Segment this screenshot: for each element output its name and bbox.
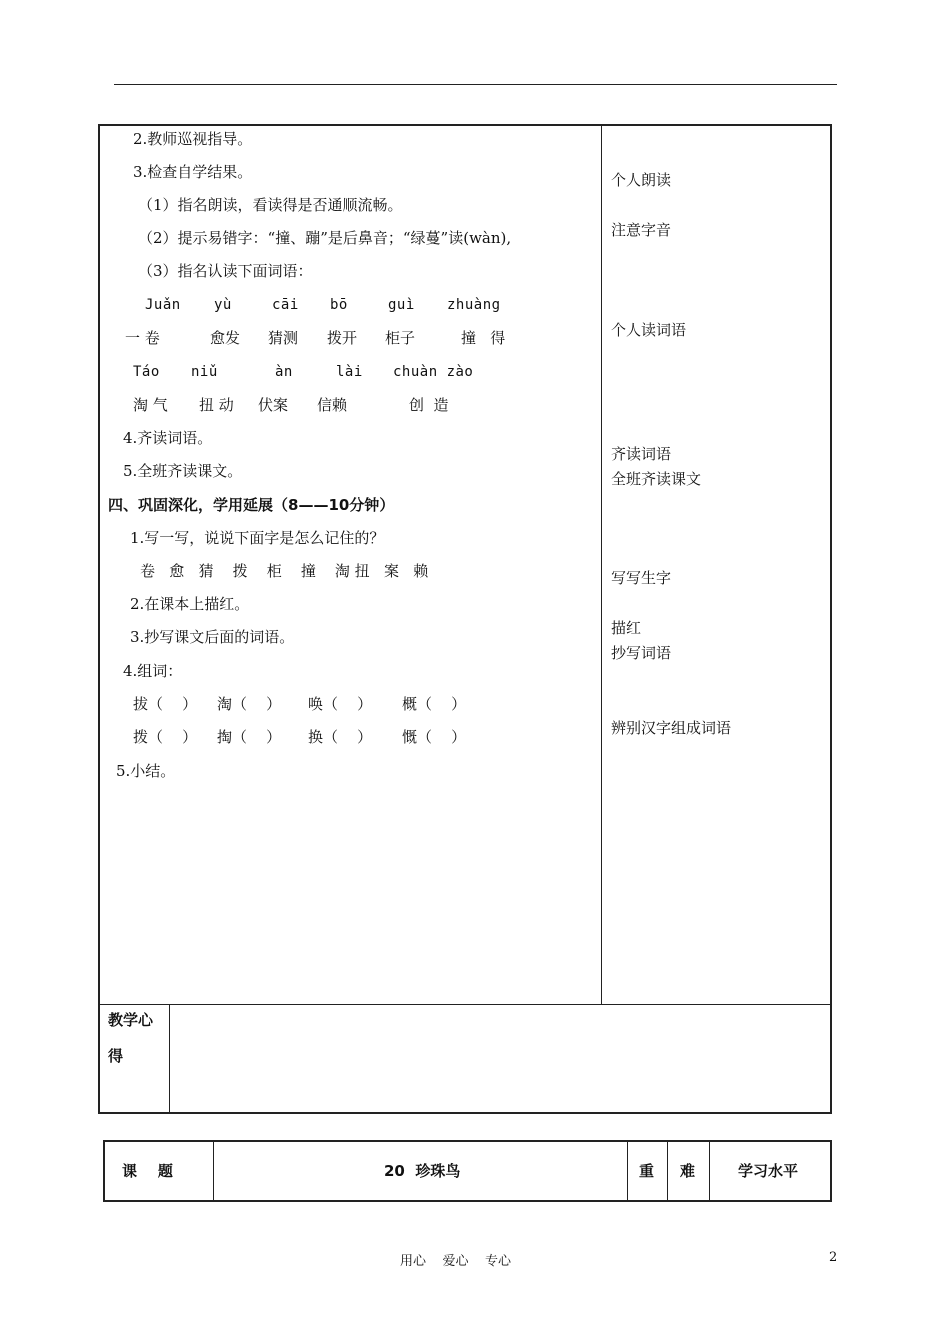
activity-note: 齐读词语 [611, 445, 672, 463]
vocab-word: 淘 气 [133, 396, 168, 414]
word-building-item: 慨（ ） [402, 728, 467, 746]
word-building-item: 换（ ） [308, 728, 373, 746]
vocab-word: 柜子 [385, 329, 416, 347]
table-row-divider [98, 1004, 832, 1005]
vocab-word: 创 造 [409, 396, 449, 414]
exercise-3: 3.抄写课文后面的词语。 [130, 628, 295, 646]
cell-divider [667, 1140, 668, 1202]
activity-note: 抄写词语 [611, 644, 672, 662]
activity-note: 个人朗读 [611, 171, 672, 189]
header-rule [114, 84, 837, 85]
pinyin: yù [214, 297, 232, 313]
step-3-3: （3）指名认读下面词语： [138, 262, 313, 280]
footer-motto: 用心 爱心 专心 [400, 1254, 512, 1269]
pinyin: Juǎn [145, 297, 181, 313]
page-number: 2 [829, 1250, 838, 1265]
pinyin: àn [275, 364, 293, 380]
word-building-item: 唤（ ） [308, 695, 373, 713]
vocab-word: 猜测 [268, 329, 299, 347]
vocab-word: 愈发 [210, 329, 241, 347]
activity-note: 注意字音 [611, 221, 672, 239]
activity-note: 辨别汉字组成词语 [611, 719, 732, 737]
vocab-word: 一 卷 [125, 329, 160, 347]
activity-note: 全班齐读课文 [611, 470, 702, 488]
reflection-label: 教学心 [108, 1011, 154, 1029]
exercise-1: 1.写一写，说说下面字是怎么记住的？ [130, 529, 385, 547]
pinyin: niǔ [191, 364, 218, 380]
pinyin: zhuàng [447, 297, 501, 313]
word-building-item: 拨（ ） [133, 728, 198, 746]
pinyin: chuàn zào [393, 364, 474, 380]
cell-divider [709, 1140, 710, 1202]
topic-value: 20 珍珠鸟 [384, 1162, 461, 1180]
vocab-word: 扭 动 [199, 396, 234, 414]
focus-label: 重 [639, 1162, 655, 1180]
exercise-2: 2.在课本上描红。 [130, 595, 250, 613]
exercise-5: 5.小结。 [116, 762, 176, 780]
pinyin: bō [330, 297, 348, 313]
cell-divider [213, 1140, 214, 1202]
word-building-item: 拔（ ） [133, 695, 198, 713]
word-building-item: 概（ ） [402, 695, 467, 713]
step-2: 2.教师巡视指导。 [133, 130, 253, 148]
pinyin: lài [336, 364, 363, 380]
practice-characters: 卷 愈 猜 拨 柜 撞 淘 扭 案 赖 [140, 562, 429, 580]
vocab-word: 信赖 [317, 396, 348, 414]
topic-label: 课 题 [122, 1162, 173, 1180]
step-3-2: （2）提示易错字：“撞、蹦”是后鼻音；“绿蔓”读(wàn), [138, 229, 512, 247]
pinyin: guì [388, 297, 415, 313]
pinyin: Táo [133, 364, 160, 380]
reflection-label: 得 [108, 1047, 124, 1065]
activity-note: 描红 [611, 619, 642, 637]
step-4: 4.齐读词语。 [123, 429, 213, 447]
exercise-4: 4.组词： [123, 662, 183, 680]
step-3: 3.检查自学结果。 [133, 163, 253, 181]
activity-note: 个人读词语 [611, 321, 687, 339]
section-heading: 四、巩固深化，学用延展（8——10分钟） [108, 496, 395, 514]
word-building-item: 淘（ ） [217, 695, 282, 713]
step-3-1: （1）指名朗读，看读得是否通顺流畅。 [138, 196, 403, 214]
level-label: 学习水平 [738, 1162, 799, 1180]
pinyin: cāi [272, 297, 299, 313]
reflection-label-divider [169, 1004, 170, 1114]
vocab-word: 拨开 [327, 329, 358, 347]
vocab-word: 撞 得 [461, 329, 506, 347]
activity-note: 写写生字 [611, 569, 672, 587]
table-column-divider [601, 124, 602, 1005]
difficulty-label: 难 [680, 1162, 696, 1180]
cell-divider [627, 1140, 628, 1202]
vocab-word: 伏案 [258, 396, 289, 414]
word-building-item: 掏（ ） [217, 728, 282, 746]
step-5: 5.全班齐读课文。 [123, 462, 243, 480]
